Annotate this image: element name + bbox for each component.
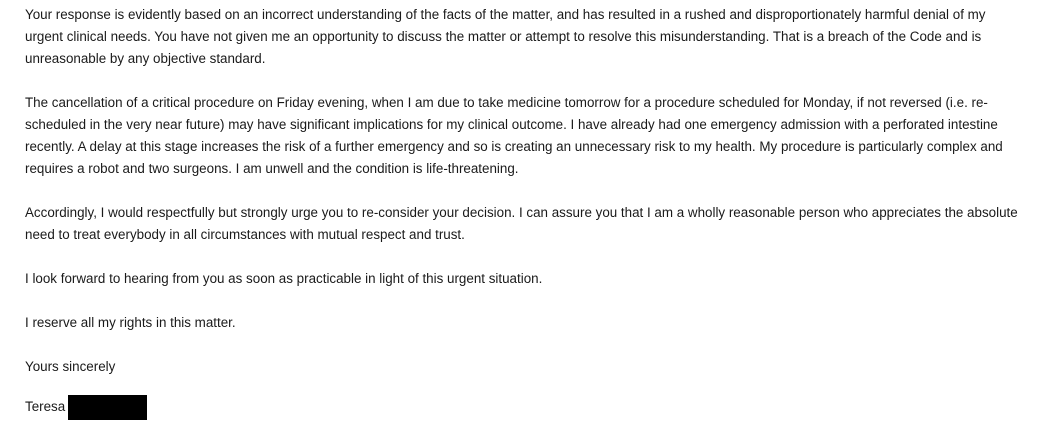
paragraph-reconsider-request: Accordingly, I would respectfully but strongly urge you to re-consider your decision. I can assure you that I am a wholly reasonable person who appreciates the absolute need to treat everybody in all circumstances with mutual respect and trust. bbox=[25, 205, 1018, 242]
paragraph-response-incorrect: Your response is evidently based on an incorrect understanding of the facts of the matter, and has resulted in a rushed and disproportionately harmful denial of my urgent clinical needs. You have not given me an opportunity to discuss the matter or attempt to resolve this misunderstanding. That is a breach of the Code and is unreasonable by any objective standard. bbox=[25, 7, 986, 66]
closing-salutation: Yours sincerely bbox=[25, 359, 116, 374]
paragraph-look-forward: I look forward to hearing from you as soon as practicable in light of this urgent situation. bbox=[25, 271, 543, 286]
signature-line bbox=[25, 394, 1025, 420]
signature-name: Teresa bbox=[25, 399, 66, 414]
letter-body bbox=[25, 4, 1025, 420]
redaction-box bbox=[68, 395, 147, 420]
paragraph-cancellation-impact: The cancellation of a critical procedure on Friday evening, when I am due to take medicine tomorrow for a procedure scheduled for Monday, if not reversed (i.e. re-scheduled in the very near future) may have significant implications for my clinical outcome. I have already had one emergency admission with a perforated intestine recently. A delay at this stage increases the risk of a further emergency and so is creating an unnecessary risk to my health. My procedure is particularly complex and requires a robot and two surgeons. I am unwell and the condition is life-threatening. bbox=[25, 95, 1003, 176]
paragraph-reserve-rights: I reserve all my rights in this matter. bbox=[25, 315, 236, 330]
